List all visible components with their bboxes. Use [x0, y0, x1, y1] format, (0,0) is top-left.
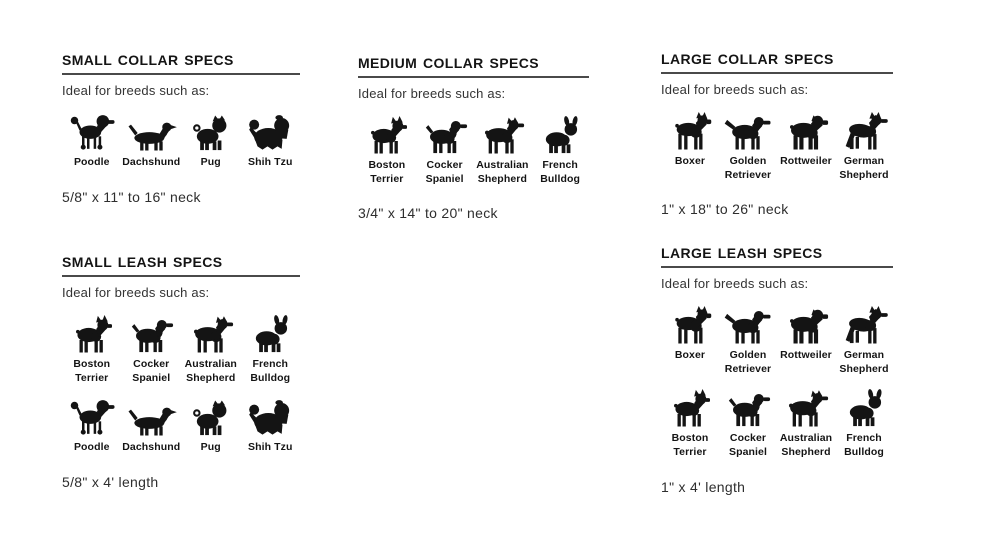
breed-golden-retriever [719, 112, 777, 182]
breed-label: Boxer [674, 155, 706, 167]
breed-cocker-spaniel [416, 116, 474, 186]
dachshund-icon [124, 398, 178, 438]
breed-label: Australian Shepherd [184, 358, 237, 384]
spec-text: 3/4" x 14" to 20" neck [358, 205, 498, 222]
breed-poodle [62, 398, 122, 455]
breed-label: Pug [200, 441, 221, 454]
cocker-spaniel-icon [124, 315, 178, 355]
section-title: LARGE COLLAR SPECS [661, 51, 893, 74]
breed-label: Golden Retriever [724, 349, 772, 375]
breed-label: Boston Terrier [73, 358, 111, 384]
breed-label: German Shepherd [839, 155, 889, 181]
cocker-spaniel-icon [721, 389, 775, 429]
breed-french-bulldog [835, 389, 893, 459]
breed-row [62, 113, 300, 170]
breed-pug [181, 113, 241, 170]
section-subtitle: Ideal for breeds such as: [62, 83, 210, 98]
breed-row [661, 389, 893, 459]
breed-label: French Bulldog [844, 432, 884, 458]
breed-shih-tzu [241, 398, 301, 455]
golden-retriever-icon [721, 112, 775, 152]
breed-australian-shepherd [181, 315, 241, 385]
poodle-icon [65, 398, 119, 438]
breed-label: Cocker Spaniel [728, 432, 768, 458]
breed-label: Cocker Spaniel [425, 159, 464, 185]
breed-shih-tzu [241, 113, 301, 170]
breed-boston-terrier [62, 315, 122, 385]
spec-text: 1" x 4' length [661, 478, 746, 495]
french-bulldog-icon [837, 389, 891, 429]
breed-label: Dachshund [122, 156, 181, 168]
breed-label: German Shepherd [839, 349, 889, 375]
section-title: LARGE LEASH SPECS [661, 245, 893, 268]
section-large-leash-specs [661, 245, 893, 495]
section-subtitle: Ideal for breeds such as: [62, 285, 210, 300]
section-small-leash-specs [62, 254, 300, 490]
breed-rottweiler [777, 306, 835, 376]
german-shepherd-icon [837, 306, 891, 346]
breed-label: Shih Tzu [247, 156, 293, 168]
breed-dachshund [122, 113, 182, 170]
breed-australian-shepherd [777, 389, 835, 459]
breed-label: Australian Shepherd [476, 159, 529, 185]
pug-icon [184, 398, 238, 438]
australian-shepherd-icon [184, 315, 238, 355]
french-bulldog-icon [533, 116, 587, 156]
section-title: MEDIUM COLLAR SPECS [358, 55, 589, 78]
cocker-spaniel-icon [418, 116, 472, 156]
breed-label: Dachshund [122, 441, 181, 454]
breed-boxer [661, 306, 719, 376]
breed-label: Cocker Spaniel [132, 358, 171, 384]
breed-label: Poodle [73, 441, 110, 454]
breed-label: French Bulldog [250, 358, 291, 384]
golden-retriever-icon [721, 306, 775, 346]
breed-label: Boston Terrier [671, 432, 709, 458]
boston-terrier-icon [65, 315, 119, 355]
breed-label: Golden Retriever [724, 155, 772, 181]
breed-label: Pug [200, 156, 221, 168]
german-shepherd-icon [837, 112, 891, 152]
section-subtitle: Ideal for breeds such as: [661, 82, 809, 97]
rottweiler-icon [779, 112, 833, 152]
section-subtitle: Ideal for breeds such as: [661, 276, 809, 291]
breed-german-shepherd [835, 306, 893, 376]
pug-icon [184, 113, 238, 153]
breed-cocker-spaniel [122, 315, 182, 385]
breed-row [661, 112, 893, 182]
french-bulldog-icon [243, 315, 297, 355]
section-subtitle: Ideal for breeds such as: [358, 86, 506, 101]
shih-tzu-icon [243, 398, 297, 438]
breed-boston-terrier [358, 116, 416, 186]
breed-golden-retriever [719, 306, 777, 376]
section-large-collar-specs [661, 51, 893, 217]
breed-row [358, 116, 589, 186]
breed-cocker-spaniel [719, 389, 777, 459]
australian-shepherd-icon [475, 116, 529, 156]
boston-terrier-icon [663, 389, 717, 429]
breed-row [62, 398, 300, 455]
spec-text: 5/8" x 4' length [62, 473, 159, 490]
breed-label: Rottweiler [780, 349, 832, 361]
breed-french-bulldog [531, 116, 589, 186]
poodle-icon [65, 113, 119, 153]
breed-boston-terrier [661, 389, 719, 459]
spec-text: 1" x 18" to 26" neck [661, 201, 789, 218]
breed-rottweiler [777, 112, 835, 182]
breed-boxer [661, 112, 719, 182]
boston-terrier-icon [360, 116, 414, 156]
breed-label: Boxer [674, 349, 706, 361]
breed-row [661, 306, 893, 376]
spec-text: 5/8" x 11" to 16" neck [62, 188, 201, 205]
boxer-icon [663, 306, 717, 346]
breed-french-bulldog [241, 315, 301, 385]
breed-pug [181, 398, 241, 455]
rottweiler-icon [779, 306, 833, 346]
breed-australian-shepherd [474, 116, 532, 186]
boxer-icon [663, 112, 717, 152]
section-small-collar-specs [62, 52, 300, 205]
section-title: SMALL COLLAR SPECS [62, 52, 300, 75]
breed-dachshund [122, 398, 182, 455]
section-title: SMALL LEASH SPECS [62, 254, 300, 277]
breed-row [62, 315, 300, 385]
breed-label: French Bulldog [540, 159, 581, 185]
shih-tzu-icon [243, 113, 297, 153]
breed-label: Poodle [73, 156, 110, 168]
section-medium-collar-specs [358, 55, 589, 221]
breed-poodle [62, 113, 122, 170]
breed-label: Rottweiler [780, 155, 832, 167]
breed-german-shepherd [835, 112, 893, 182]
breed-label: Boston Terrier [368, 159, 406, 185]
australian-shepherd-icon [779, 389, 833, 429]
breed-label: Shih Tzu [247, 441, 293, 454]
breed-label: Australian Shepherd [779, 432, 833, 458]
dachshund-icon [124, 113, 178, 153]
